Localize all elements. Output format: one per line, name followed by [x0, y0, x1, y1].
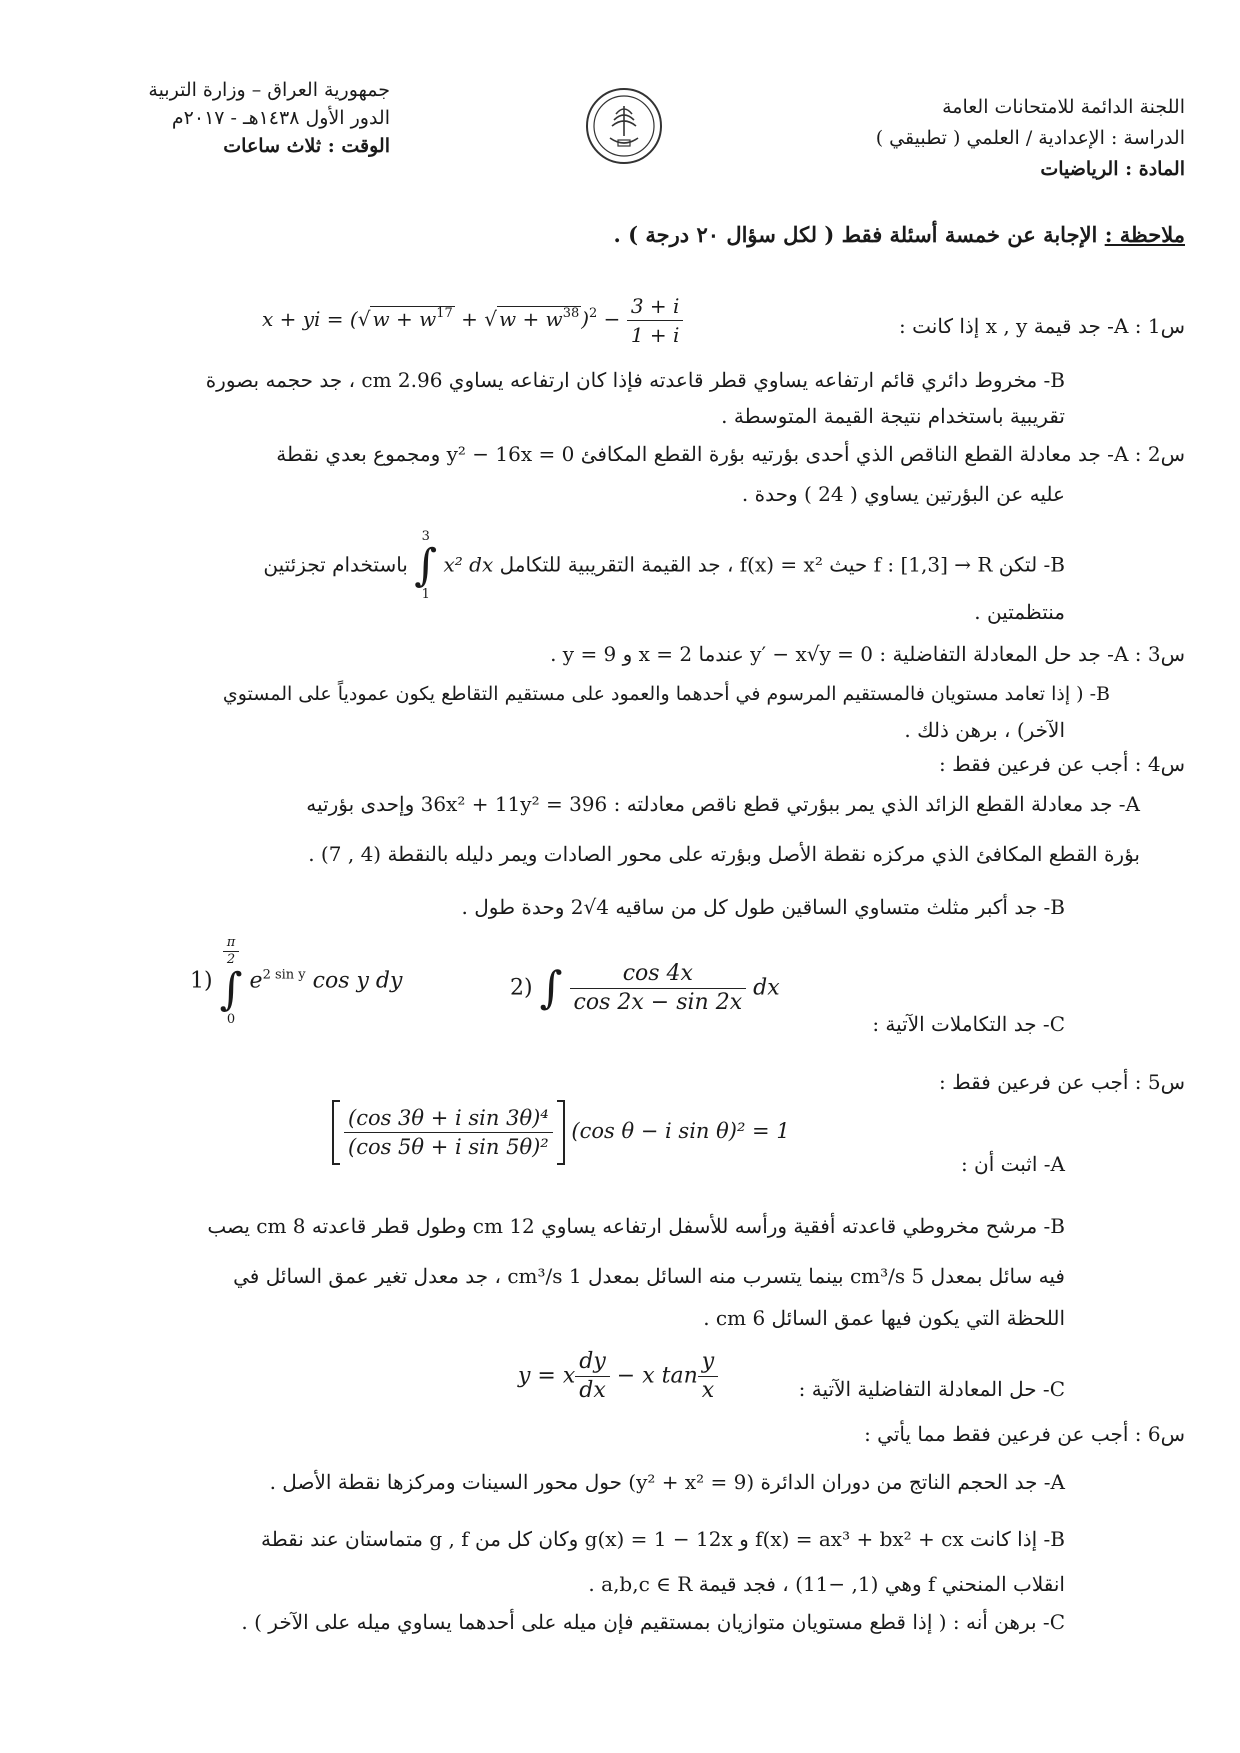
q1-eq-w1: w + w [372, 307, 437, 331]
q2-b-end: باستخدام تجزئتين [263, 552, 408, 577]
q4-a-line2: بؤرة القطع المكافئ الذي مركزه نقطة الأصل وبؤرته على محور الصادات ويمر دليله بالنقطة (4 , 7) . [308, 842, 1140, 866]
q4-intro: س4 : أجب عن فرعين فقط : [939, 752, 1185, 776]
q2-b-text: B- لتكن f : [1,3] → R حيث f(x) = x² ، جد القيمة التقريبية للتكامل [499, 552, 1065, 577]
committee-title: اللجنة الدائمة للامتحانات العامة [942, 96, 1185, 118]
q4-b-line: B- جد أكبر مثلث متساوي الساقين طول كل من ساقيه 4√2 وحدة طول . [461, 895, 1065, 919]
note-text: الإجابة عن خمسة أسئلة فقط ( لكل سؤال ٢٠ درجة ) . [613, 222, 1098, 247]
q4-c-label: C- جد التكاملات الآتية : [872, 1012, 1065, 1036]
round-line: الدور الأول ١٤٣٨هـ - ٢٠١٧م [171, 107, 390, 129]
q1-b-line1: B- مخروط دائري قائم ارتفاعه يساوي قطر قاعدته فإذا كان ارتفاعه يساوي 2.96 cm ، جد حجمه بصورة [205, 368, 1065, 392]
q6-intro: س6 : أجب عن فرعين فقط مما يأتي : [864, 1422, 1185, 1446]
q4-c1-exp: 2 sin y [262, 967, 306, 983]
q4-c1-prefix: 1) [190, 968, 213, 994]
q4-c2-dx: dx [753, 975, 780, 1001]
q6-c-line: C- برهن أنه : ( إذا قطع مستويان متوازيان بمستقيم فإن ميله على أحدهما يساوي ميله على الآخر ) . [241, 1610, 1065, 1634]
q2-a-line2: عليه عن البؤرتين يساوي ( 24 ) وحدة . [741, 482, 1065, 506]
q4-c2-integral: 2) ∫ $\frac{\cos 4x}{\cos 2x - \sin 2x}$ dx [510, 961, 780, 1015]
q1-eq-w2: w + w [498, 307, 563, 331]
q2-int-upper: 3 [421, 529, 430, 544]
q1-frac-num: 3 + i [627, 292, 684, 321]
q6-b-line1: B- إذا كانت f(x) = ax³ + bx² + cx و g(x) = 1 − 12x وكان كل من g , f متماستان عند نقطة [261, 1527, 1065, 1551]
q5-b-line2: فيه سائل بمعدل 5 cm³/s بينما يتسرب منه السائل بمعدل 1 cm³/s ، جد معدل تغير عمق السائل في [233, 1264, 1065, 1288]
time-line: الوقت : ثلاث ساعات [223, 135, 390, 157]
header-left-block [60, 76, 390, 160]
q2-a-line1: س2 : A- جد معادلة القطع الناقص الذي أحدى بؤرتيه بؤرة القطع المكافئ y² − 16x = 0 ومجموع بعدي نقطة [276, 442, 1185, 466]
q5-a-label: A- اثبت أن : [960, 1152, 1065, 1176]
q1-fraction [627, 292, 684, 349]
q5-c-x: x [701, 1378, 715, 1403]
q5-c-y: y [698, 1348, 718, 1377]
q5-a-rest: (cos θ − i sin θ)² = 1 [571, 1119, 790, 1143]
q3-b-line1: B- ( إذا تعامد مستويان فالمستقيم المرسوم في أحدهما والعمود على مستقيم التقاطع يكون عمودياً على المستوي [222, 683, 1110, 705]
q1-eq-lhs: x + yi = ( [262, 307, 358, 331]
q3-a-line: س3 : A- جد حل المعادلة التفاضلية : y′ − x√y = 0 عندما x = 2 و y = 9 . [550, 642, 1185, 666]
q5-b-line3: اللحظة التي يكون فيها عمق السائل 6 cm . [703, 1306, 1065, 1330]
subject-line: المادة : الرياضيات [1040, 158, 1185, 180]
q4-c1-integral: 1) $\frac{\pi}{2}$ ∫ 0 $e^{2 sin y}$ cos y dy [190, 935, 403, 1027]
q1-frac-den: 1 + i [630, 323, 680, 347]
q4-c1-lower: 0 [226, 1012, 236, 1027]
ministry-seal-icon [584, 86, 664, 166]
republic-line: جمهورية العراق – وزارة التربية [148, 79, 390, 101]
note-label: ملاحظة : [1104, 222, 1185, 247]
q6-b-line2: انقلاب المنحني f وهي (1, −11) ، فجد قيمة a,b,c ∈ R . [588, 1572, 1065, 1596]
q5-c-dy: dy [575, 1348, 610, 1377]
q2-int-lower: 1 [421, 587, 430, 602]
q6-a-line: A- جد الحجم الناتج من دوران الدائرة (y² + x² = 9) حول محور السينات ومركزها نقطة الأصل . [269, 1470, 1065, 1494]
q5-c-label: C- حل المعادلة التفاضلية الآتية : [798, 1377, 1065, 1401]
q5-b-line1: B- مرشح مخروطي قاعدته أفقية ورأسه للأسفل ارتفاعه يساوي 12 cm وطول قطر قاعدته 8 cm يصب [207, 1214, 1065, 1238]
study-branch: الدراسة : الإعدادية / العلمي ( تطبيقي ) [875, 127, 1185, 149]
q5-c-mid: − x tan [616, 1363, 698, 1389]
q5-a-equation [332, 1100, 790, 1165]
q4-c1-rest: cos y dy [312, 968, 403, 994]
q4-c2-den: cos 2x − sin 2x [573, 990, 743, 1015]
q1-b-line2: تقريبية باستخدام نتيجة القيمة المتوسطة . [721, 404, 1065, 428]
q5-bracket [332, 1100, 565, 1165]
q4-c1-upper-num: π [223, 935, 240, 952]
q4-a-line1: A- جد معادلة القطع الزائد الذي يمر ببؤرتي قطع ناقص معادلته : 36x² + 11y² = 396 وإحدى بؤرتيه [306, 792, 1140, 816]
q3-b-line2: الآخر) ، برهن ذلك . [904, 718, 1065, 742]
q1-a-equation: x + yi = (√ $w + w^{17}$ + √ $w + w^{38}$ )$^2$ − $\frac{3 + i}{1 + i}$ [262, 292, 683, 349]
q4-c2-fraction [570, 960, 747, 1017]
q5-a-den: (cos 5θ + i sin 5θ)² [348, 1135, 549, 1159]
q4-c2-num: cos 4x [570, 960, 747, 989]
q4-c1-e: e [249, 968, 263, 994]
q2-b-line2: منتظمتين . [974, 600, 1065, 624]
q4-c1-upper-den: 2 [226, 952, 236, 967]
q1-eq-exp1: 17 [436, 306, 453, 321]
q5-c-dx: dx [579, 1378, 606, 1403]
q4-c2-prefix: 2) [510, 975, 533, 1001]
q5-c-equation [518, 1348, 718, 1405]
q5-intro: س5 : أجب عن فرعين فقط : [939, 1070, 1185, 1094]
q5-c-lhs: y = x [518, 1363, 576, 1389]
q2-b-integral: 3 ∫ 1 x² dx [414, 529, 494, 602]
q1-eq-square: 2 [589, 306, 598, 321]
q1-eq-exp2: 38 [562, 306, 580, 321]
q5-a-num: (cos 3θ + i sin 3θ)⁴ [344, 1104, 553, 1133]
q2-b-line1 [263, 530, 1065, 602]
q1-a-label: س1 : A- جد قيمة x , y إذا كانت : [899, 314, 1185, 338]
q2-int-body: x² dx [443, 552, 494, 577]
note-line [614, 222, 1185, 247]
header-right-block [876, 92, 1185, 185]
